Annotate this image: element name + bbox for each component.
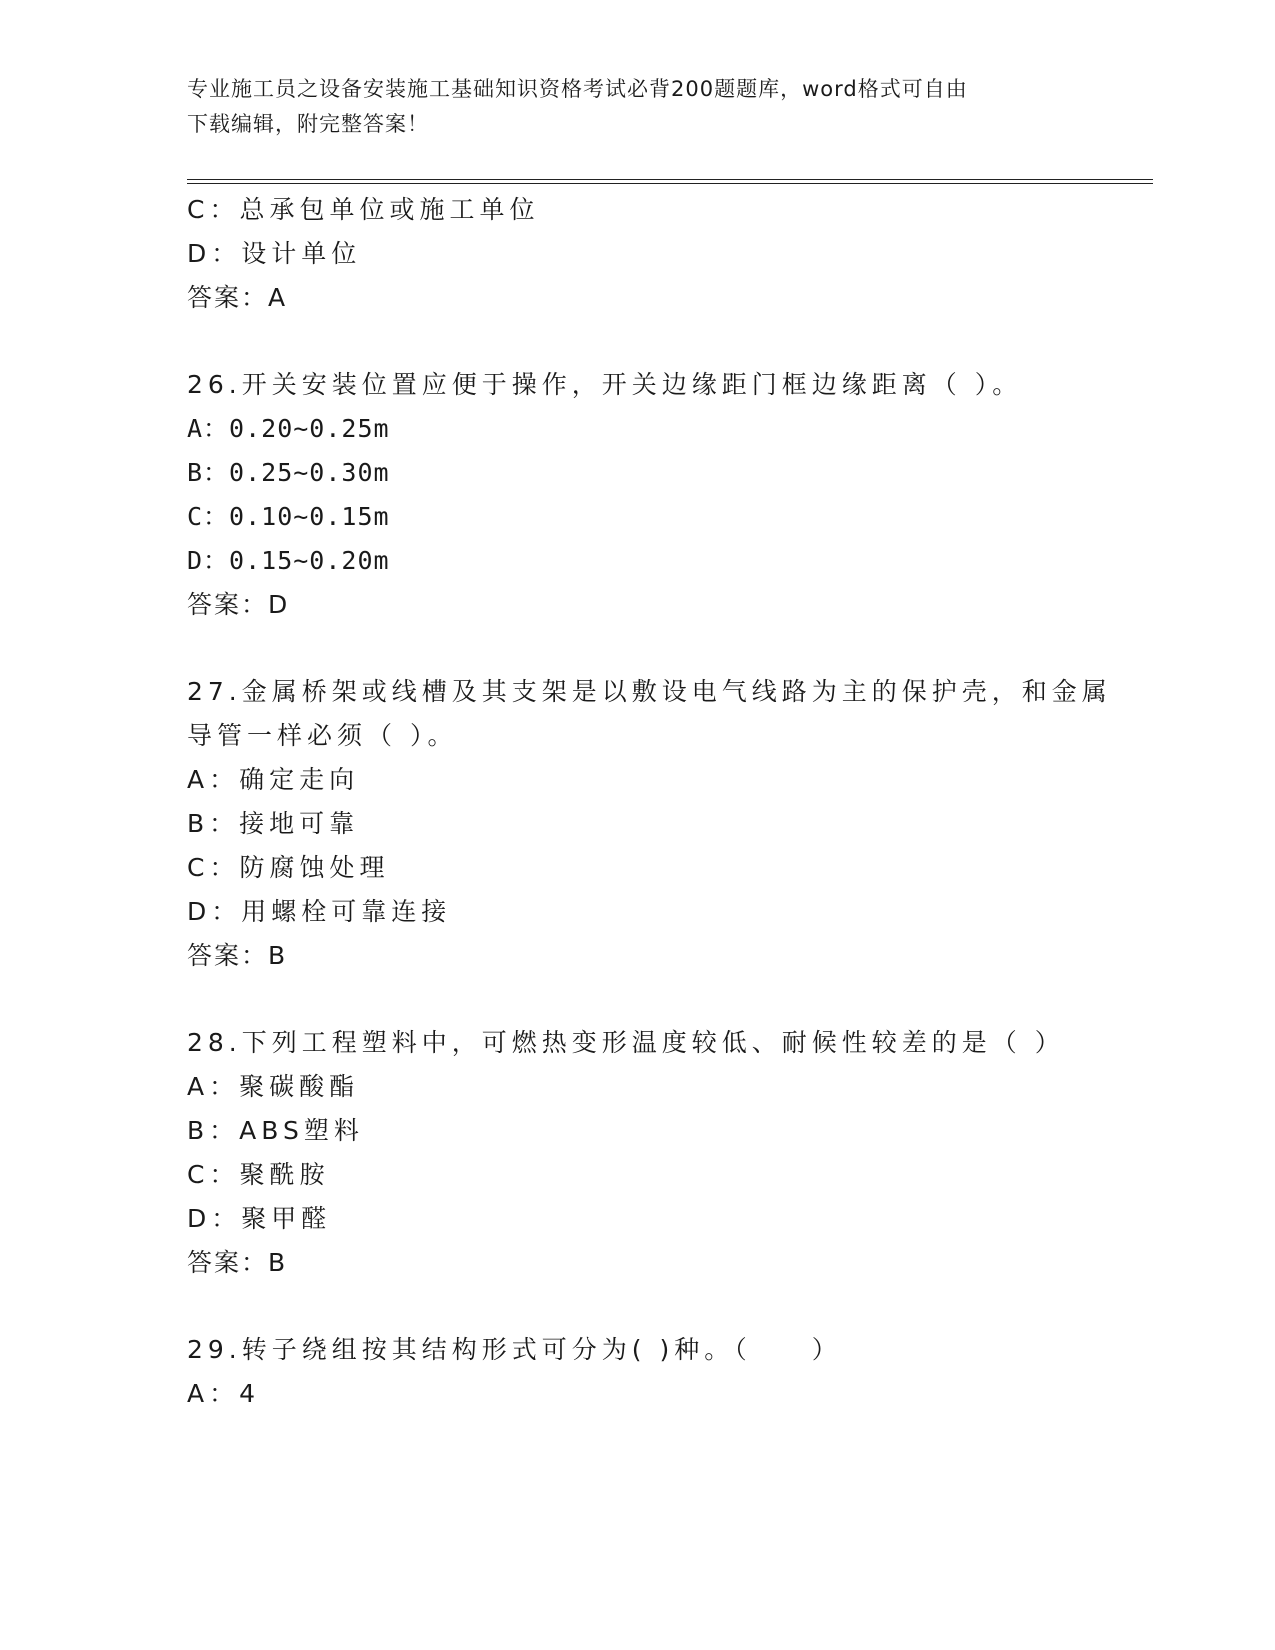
q26-option-b: B：0.25~0.30m	[187, 458, 390, 487]
q29-stem: 29.转子绕组按其结构形式可分为( )种。（ ）	[187, 1335, 842, 1364]
q28-answer: 答案：B	[187, 1248, 288, 1277]
q28-option-d: D：聚甲醛	[187, 1204, 332, 1233]
q27-stem-line-2: 导管一样必须（ ）。	[187, 721, 458, 750]
header-line-2: 下载编辑，附完整答案！	[187, 112, 429, 136]
q25-option-c: C：总承包单位或施工单位	[187, 195, 540, 224]
q27-answer: 答案：B	[187, 941, 288, 970]
document-header	[187, 72, 1087, 142]
q27-stem-line-1: 27.金属桥架或线槽及其支架是以敷设电气线路为主的保护壳，和金属	[187, 677, 1112, 706]
q27-option-c: C：防腐蚀处理	[187, 853, 390, 882]
q29-option-a: A：4	[187, 1379, 261, 1408]
q28-option-b: B：ABS塑料	[187, 1116, 364, 1145]
q26-answer: 答案：D	[187, 590, 290, 619]
q28-option-c: C：聚酰胺	[187, 1160, 330, 1189]
q25-answer: 答案：A	[187, 283, 288, 312]
q27-option-d: D：用螺栓可靠连接	[187, 897, 452, 926]
q26-option-d: D：0.15~0.20m	[187, 546, 390, 575]
q26-option-c: C：0.10~0.15m	[187, 502, 390, 531]
q28-stem: 28.下列工程塑料中，可燃热变形温度较低、耐候性较差的是（ ）	[187, 1028, 1065, 1057]
q26-option-a: A：0.20~0.25m	[187, 414, 390, 443]
header-divider-bottom	[187, 183, 1153, 184]
q27-option-b: B：接地可靠	[187, 809, 360, 838]
q26-stem: 26.开关安装位置应便于操作，开关边缘距门框边缘距离（ ）。	[187, 370, 1023, 399]
q28-option-a: A：聚碳酸酯	[187, 1072, 360, 1101]
header-divider-top	[187, 179, 1153, 180]
q25-option-d: D：设计单位	[187, 239, 362, 268]
q27-option-a: A：确定走向	[187, 765, 360, 794]
header-line-1: 专业施工员之设备安装施工基础知识资格考试必背200题题库，word格式可自由	[187, 77, 968, 101]
